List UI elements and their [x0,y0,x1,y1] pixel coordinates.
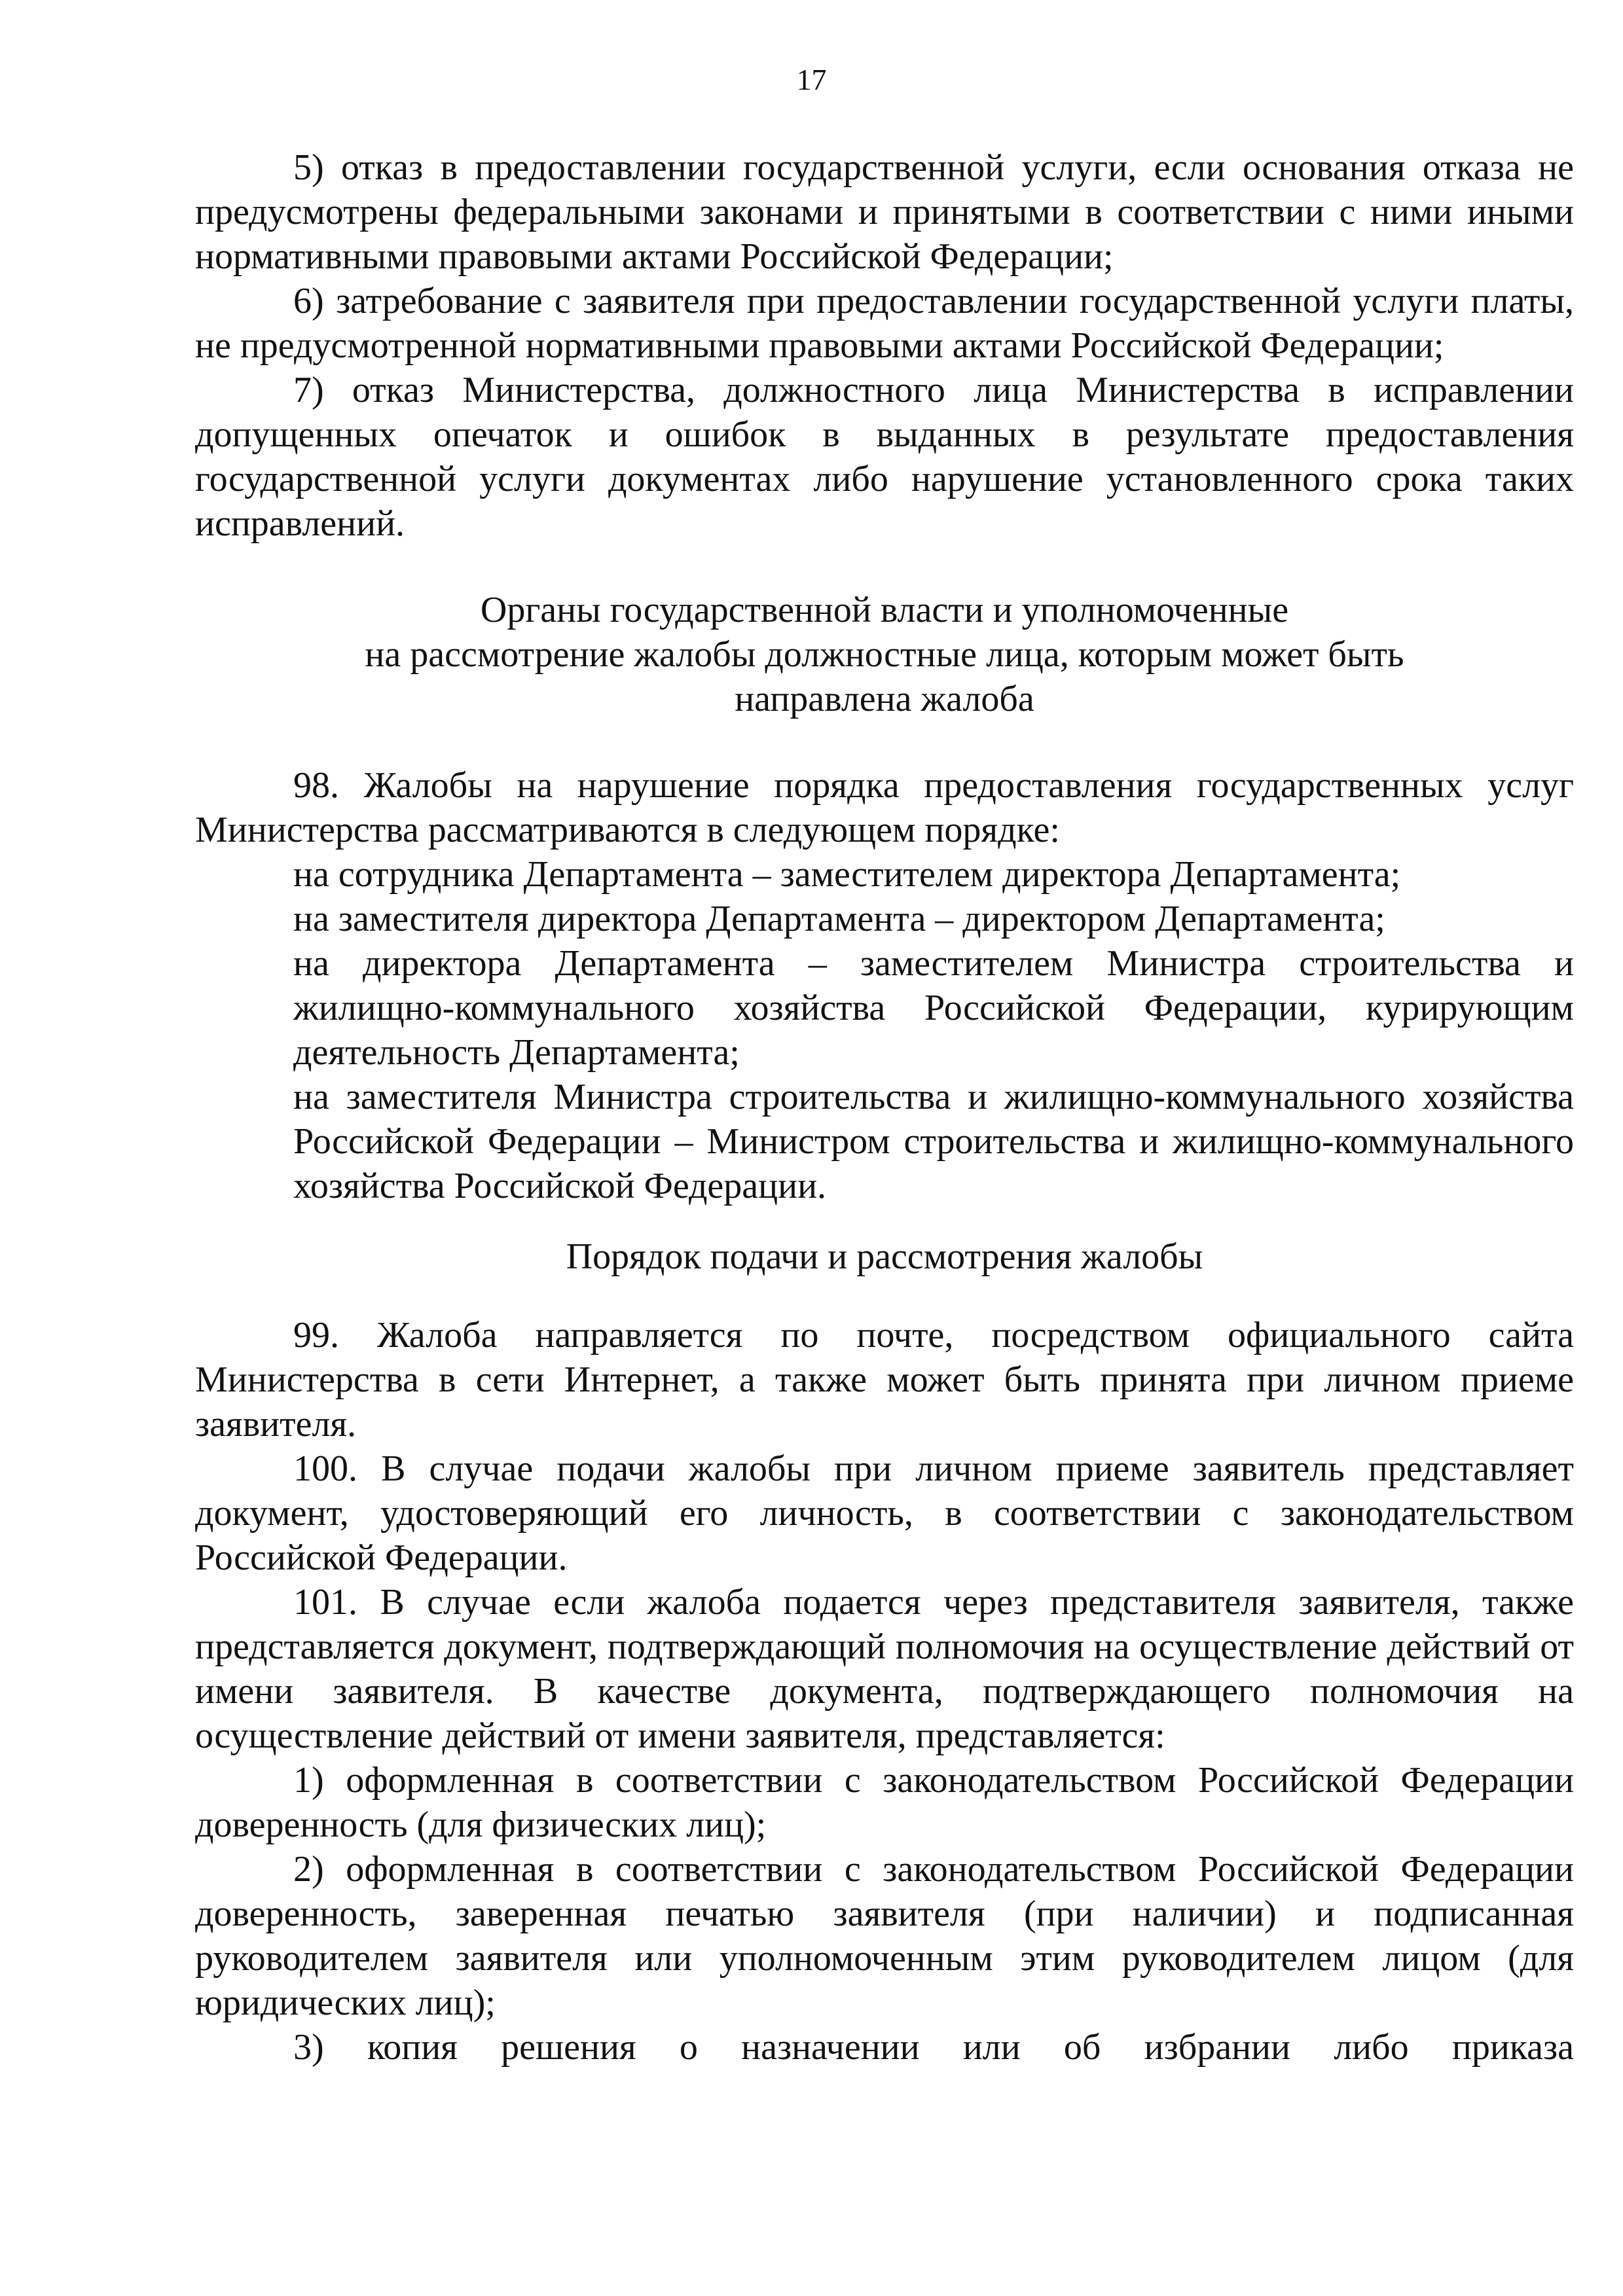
paragraph-101-item-1: 1) оформленная в соответствии с законодательством Российской Федерации доверенность (для физических лиц); [195,1760,1574,1845]
list-item-employee: на сотрудника Департамента – заместителем директора Департамента; [293,854,1401,895]
paragraph-101-item-2: 2) оформленная в соответствии с законодательством Российской Федерации доверенность, заверенная печатью заявителя (при наличии) и подписанная руководителем заявителя или уполномоченным этим руководителем лицом (для юридических лиц); [195,1849,1574,2023]
paragraph-101: 101. В случае если жалоба подается через представителя заявителя, также представляется документ, подтверждающий полномочия на осуществление действий от имени заявителя. В качестве документа, подтверждающего полномочия на осуществление действий от имени заявителя, представляется: [195,1582,1574,1756]
section-heading-procedure: Порядок подачи и рассмотрения жалобы [566,1236,1203,1277]
paragraph-98: 98. Жалобы на нарушение порядка предоставления государственных услуг Министерства рассматриваются в следующем порядке: [195,765,1574,850]
paragraph-5: 5) отказ в предоставлении государственной услуги, если основания отказа не предусмотрены федеральными законами и принятыми в соответствии с ними иными нормативными правовыми актами Российской Федерации; [195,147,1574,277]
paragraph-101-item-3: 3) копия решения о назначении или об избрании либо приказа [293,2027,1574,2068]
paragraph-100: 100. В случае подачи жалобы при личном приеме заявитель представляет документ, удостоверяющий его личность, в соответствии с законодательством Российской Федерации. [195,1448,1574,1578]
heading-line: на рассмотрение жалобы должностные лица, которым может быть [365,634,1404,675]
page-number: 17 [796,63,827,96]
list-item-deputy-minister: на заместителя Министра строительства и жилищно-коммунального хозяйства Российской Федерации – Министром строительства и жилищно-коммунального хозяйства Российской Федерации. [293,1077,1574,1206]
section-heading-authorities [195,588,1574,721]
heading-line: Органы государственной власти и уполномоченные [480,590,1289,630]
document-body [195,145,1574,2070]
paragraph-99: 99. Жалоба направляется по почте, посредством официального сайта Министерства в сети Интернет, а также может быть принята при личном приеме заявителя. [195,1315,1574,1444]
paragraph-6: 6) затребование с заявителя при предоставлении государственной услуги платы, не предусмотренной нормативными правовыми актами Российской Федерации; [195,281,1574,366]
list-item-deputy-director: на заместителя директора Департамента – директором Департамента; [293,899,1385,939]
list-item-director: на директора Департамента – заместителем Министра строительства и жилищно-коммунального хозяйства Российской Федерации, курирующим деятельность Департамента; [293,943,1574,1073]
paragraph-7: 7) отказ Министерства, должностного лица Министерства в исправлении допущенных опечаток и ошибок в выданных в результате предоставления государственной услуги документах либо нарушение установленного срока таких исправлений. [195,370,1574,544]
heading-line: направлена жалоба [735,679,1034,719]
